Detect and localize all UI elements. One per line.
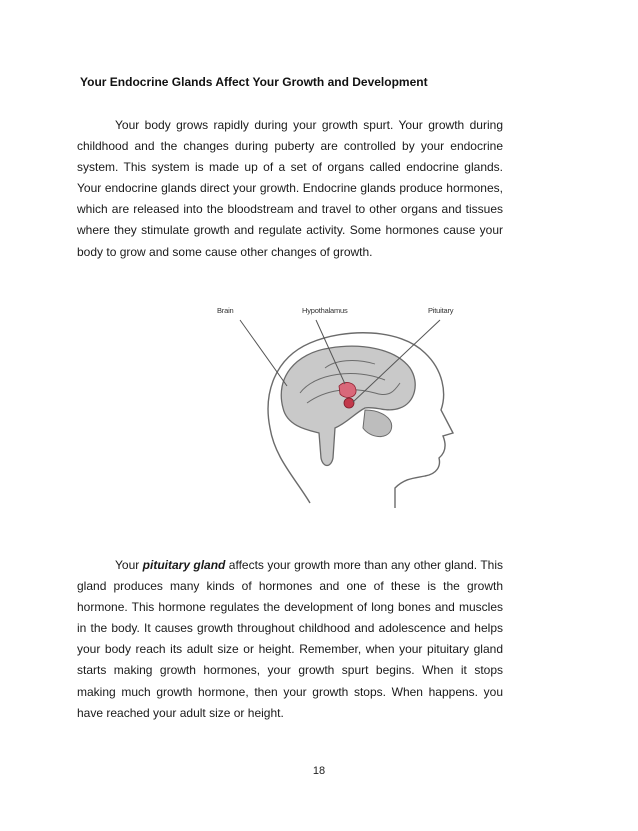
brain-diagram [215, 298, 475, 518]
brain-label: Brain [217, 306, 234, 315]
page-number: 18 [312, 765, 326, 777]
pituitary-gland [344, 398, 354, 408]
pituitary-paragraph [77, 555, 503, 724]
head-illustration [215, 298, 475, 518]
brain-leader-line [240, 320, 287, 386]
pituitary-paragraph-text: affects your growth more than any other gland. This gland produces many kinds of hormones and one of these is the growth hormone. This hormone regulates the development of long bones and muscles in the body. It causes growth throughout childhood and adolescence and helps your body reach its adult size or height. Remember, when your pituitary gland starts making growth hormones, your growth spurt begins. When it stops making much growth hormone, then your growth stops. When happens. you have reached your adult size or height. [77, 558, 503, 720]
cerebellum [363, 410, 392, 437]
hypothalamus-label: Hypothalamus [302, 306, 348, 315]
intro-paragraph [77, 115, 503, 263]
hypothalamus-gland [339, 383, 356, 398]
pituitary-paragraph-lead: Your [115, 558, 140, 572]
intro-paragraph-text: Your body grows rapidly during your growth spurt. Your growth during childhood and the changes during puberty are controlled by your endocrine system. This system is made up of a set of organs called endocrine glands. Your endocrine glands direct your growth. Endocrine glands produce hormones, which are released into the bloodstream and travel to other organs and tissues where they stimulate growth and regulate activity. Some hormones cause your body to grow and some cause other changes of growth. [77, 118, 503, 259]
pituitary-label: Pituitary [428, 306, 454, 315]
section-heading: Your Endocrine Glands Affect Your Growth and Development [80, 75, 428, 89]
pituitary-gland-emphasis: pituitary gland [142, 558, 226, 572]
